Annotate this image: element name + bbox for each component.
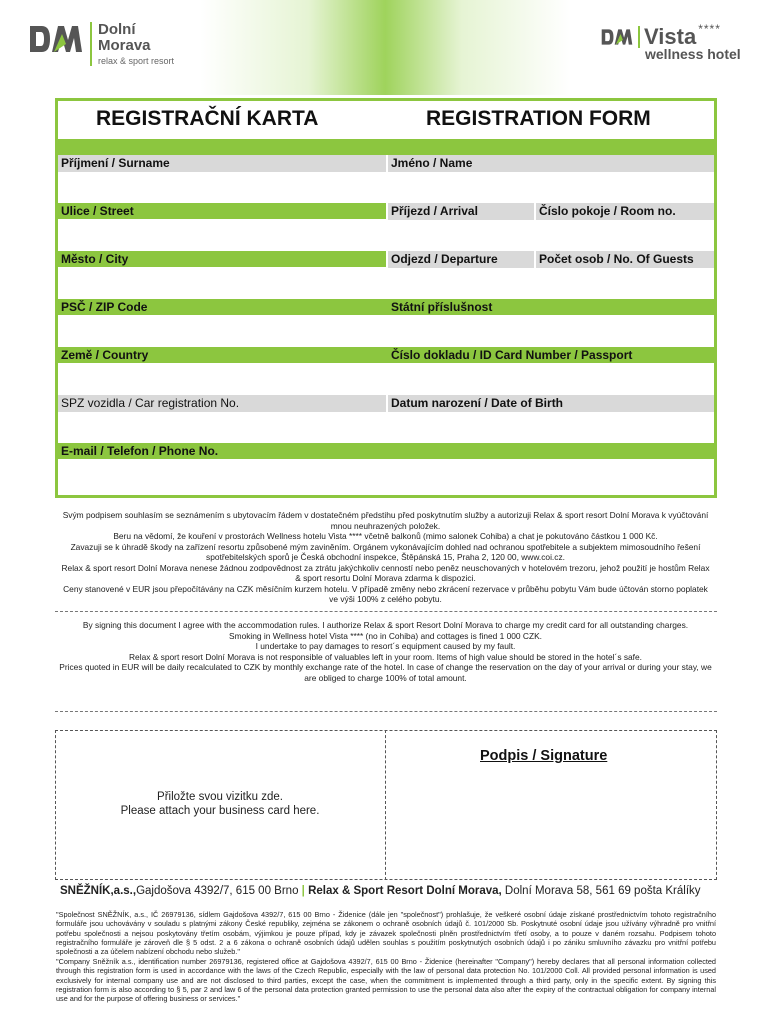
dm-logo-icon xyxy=(600,27,634,47)
divider xyxy=(55,711,717,712)
legal-en: "Company Sněžník a.s., identification number 26979136, registered office at Gajdošova 4392/7, 615 00 Brno - Židenice (hereinafter "Company") hereby declares that all personal information collected through this registration form is used in accordance with the laws of the Czech Republic, especially with the law of personal data protection No. 101/2000 Coll. All provided personal information is used exclusively for internal company use and are not disclosed to third parties, except the case, when the commitment is implemented through a third party, only in the specific extent. By signing this registration form is also according to § 5, par 2 and law 6 of the personal data protection granted permission to use the personal data also after the expiry of the contractual obligation for company internal use and for the purpose of offering business or services." xyxy=(56,957,716,1004)
consent-cz-2: Beru na vědomí, že kouření v prostorách Wellness hotelu Vista **** včetně balkonů (mimo salonek Cohiba) a chat je pokutováno částkou 1 000 Kč. xyxy=(113,531,658,541)
footer-address xyxy=(60,885,760,897)
street-label: Ulice / Street xyxy=(61,204,134,218)
consent-cz xyxy=(58,510,713,605)
country-label: Země / Country xyxy=(61,348,149,362)
consent-cz-5: Ceny stanovené v EUR jsou přepočítávány na CZK měsíčním kurzem hotelu. V případě změny nebo zkrácení rezervace v průběhu pobytu Vám bude účtován storno poplatek ve výši 100% z celého pobytu. xyxy=(63,583,708,604)
departure-field[interactable] xyxy=(388,268,534,298)
zip-field[interactable] xyxy=(58,316,386,346)
logo-line-1: Dolní xyxy=(98,21,136,38)
contact-field[interactable] xyxy=(58,460,714,490)
nationality-field[interactable] xyxy=(388,316,714,346)
footer-company-address: Gajdošova 4392/7, 615 00 Brno xyxy=(136,885,299,897)
arrival-label: Příjezd / Arrival xyxy=(388,203,534,220)
room-no-field[interactable] xyxy=(536,220,714,250)
divider xyxy=(55,611,717,612)
logo-line-2: Morava xyxy=(98,37,151,54)
consent-en-3: I undertake to pay damages to resort´s equipment caused by my fault. xyxy=(255,641,516,651)
surname-label: Příjmení / Surname xyxy=(58,155,386,172)
consent-en xyxy=(58,620,713,683)
room-no-label: Číslo pokoje / Room no. xyxy=(536,203,714,220)
departure-label: Odjezd / Departure xyxy=(388,251,534,268)
birth-field[interactable] xyxy=(388,412,714,442)
consent-cz-1: Svým podpisem souhlasím se seznámením s ubytovacím řádem v dostatečném předstihu před poskytnutím služby a autorizuji Relax & sport resort Dolní Morava k vyúčtování mnou neuhrazených položek. xyxy=(62,510,709,531)
guests-label: Počet osob / No. Of Guests xyxy=(536,251,714,268)
logo-line-3: relax & sport resort xyxy=(98,56,175,66)
birth-label: Datum narození / Date of Birth xyxy=(388,395,714,412)
consent-en-1: By signing this document I agree with the accommodation rules. I authorize Relax & sport Resort Dolní Morava to charge my credit card for all outstanding charges. xyxy=(82,620,689,630)
consent-en-5: Prices quoted in EUR will be daily recalculated to CZK by monthly exchange rate of the hotel. In case of change the reservation on the day of your arrival or during your stay, we are obliged to charge 100% of total amount. xyxy=(59,662,712,683)
zip-label: PSČ / ZIP Code xyxy=(61,300,148,314)
registration-form xyxy=(55,98,717,498)
consent-en-2: Smoking in Wellness hotel Vista **** (no in Cohiba) and cottages is fined 1 000 CZK. xyxy=(229,630,542,641)
arrival-field[interactable] xyxy=(388,220,534,250)
vista-stars: **** xyxy=(698,22,721,36)
green-separator xyxy=(58,139,714,155)
page-header xyxy=(0,0,770,95)
signature-label: Podpis / Signature xyxy=(480,748,608,764)
country-field[interactable] xyxy=(58,364,386,394)
legal-cz: "Společnost SNĚŽNÍK, a.s., IČ 26979136, sídlem Gajdošova 4392/7, 615 00 Brno - Židenice (dále jen "společnost") prohlašuje, že veškeré osobní údaje získané prostřednictvím tohoto registračního formuláře jsou uchovávány v souladu s platnými zákony České republiky, zejména se zákonem o ochraně osobních údajů č. 101/2000 Sb. Poskytnuté osobní údaje jsou užívány výhradně pro vnitřní potřebu společnosti a nejsou poskytovány třetím osobám, výjimkou je pouze případ, kdy je závazek společnosti plněn prostřednictvím třetí osoby, a to pouze v daném rozsahu. Podpisem tohoto registračního formuláře je zároveň dle § 5 odst. 2 a 6 zákona o ochraně osobních údajů udělen souhlas s použitím poskytnutých osobních údajů i po zániku smluvního závazku pro vnitřní potřebu společnosti a za účelem nabízení obchodu nebo služeb." xyxy=(56,910,716,957)
city-label: Město / City xyxy=(61,252,129,266)
street-field[interactable] xyxy=(58,220,386,250)
footer-resort-address: Dolní Morava 58, 561 69 pošta Králíky xyxy=(504,885,701,897)
guests-field[interactable] xyxy=(536,268,714,298)
form-title-cz: REGISTRAČNÍ KARTA xyxy=(96,107,319,130)
consent-cz-4: Relax & sport resort Dolní Morava nenese žádnou zodpovědnost za ztrátu jakýchkoliv cenností nebo peněz neuschovaných v hotelovém trezoru, jehož použití je hostům Relax & sport resortu Dolní Morava zdarma k dispozici. xyxy=(61,562,710,583)
car-reg-field[interactable] xyxy=(58,412,386,442)
consent-cz-3: Zavazuji se k úhradě škody na zařízení resortu způsobené mým zaviněním. Orgánem vykonávajícím dohled nad ochranou spotřebitele a subjektem mimosoudního řešení spotřebitelských sporů je Česká obchodní inspekce, Štěpánská 15, Praha 2, 120 00, www.coi.cz. xyxy=(70,541,701,562)
card-divider xyxy=(385,730,386,880)
dolni-morava-logo xyxy=(28,22,174,66)
vista-name: Vista xyxy=(638,26,696,48)
name-field[interactable] xyxy=(388,172,714,202)
city-field[interactable] xyxy=(58,268,386,298)
nationality-label: Státní příslušnost xyxy=(391,300,493,314)
id-card-field[interactable] xyxy=(388,364,714,394)
footer-separator: | xyxy=(301,885,305,897)
car-reg-label: SPZ vozidla / Car registration No. xyxy=(58,395,386,412)
vista-subtitle: wellness hotel xyxy=(645,46,741,62)
vista-logo xyxy=(600,22,741,62)
contact-label: E-mail / Telefon / Phone No. xyxy=(61,444,219,458)
id-card-label: Číslo dokladu / ID Card Number / Passport xyxy=(391,348,633,362)
name-label: Jméno / Name xyxy=(388,155,714,172)
business-card-en: Please attach your business card here. xyxy=(120,805,320,817)
business-card-text xyxy=(75,790,365,818)
form-title-en: REGISTRATION FORM xyxy=(426,107,651,130)
footer-company: SNĚŽNÍK,a.s., xyxy=(60,885,137,897)
consent-en-4: Relax & sport resort Dolní Morava is not responsible of valuables left in your room. Items of high value should be stored in the hotel´s safe. xyxy=(129,651,642,662)
surname-field[interactable] xyxy=(58,172,386,202)
footer-resort: Relax & Sport Resort Dolní Morava, xyxy=(308,885,502,897)
business-card-cz: Přiložte svou vizitku zde. xyxy=(157,791,283,803)
dm-logo-icon xyxy=(28,22,84,56)
